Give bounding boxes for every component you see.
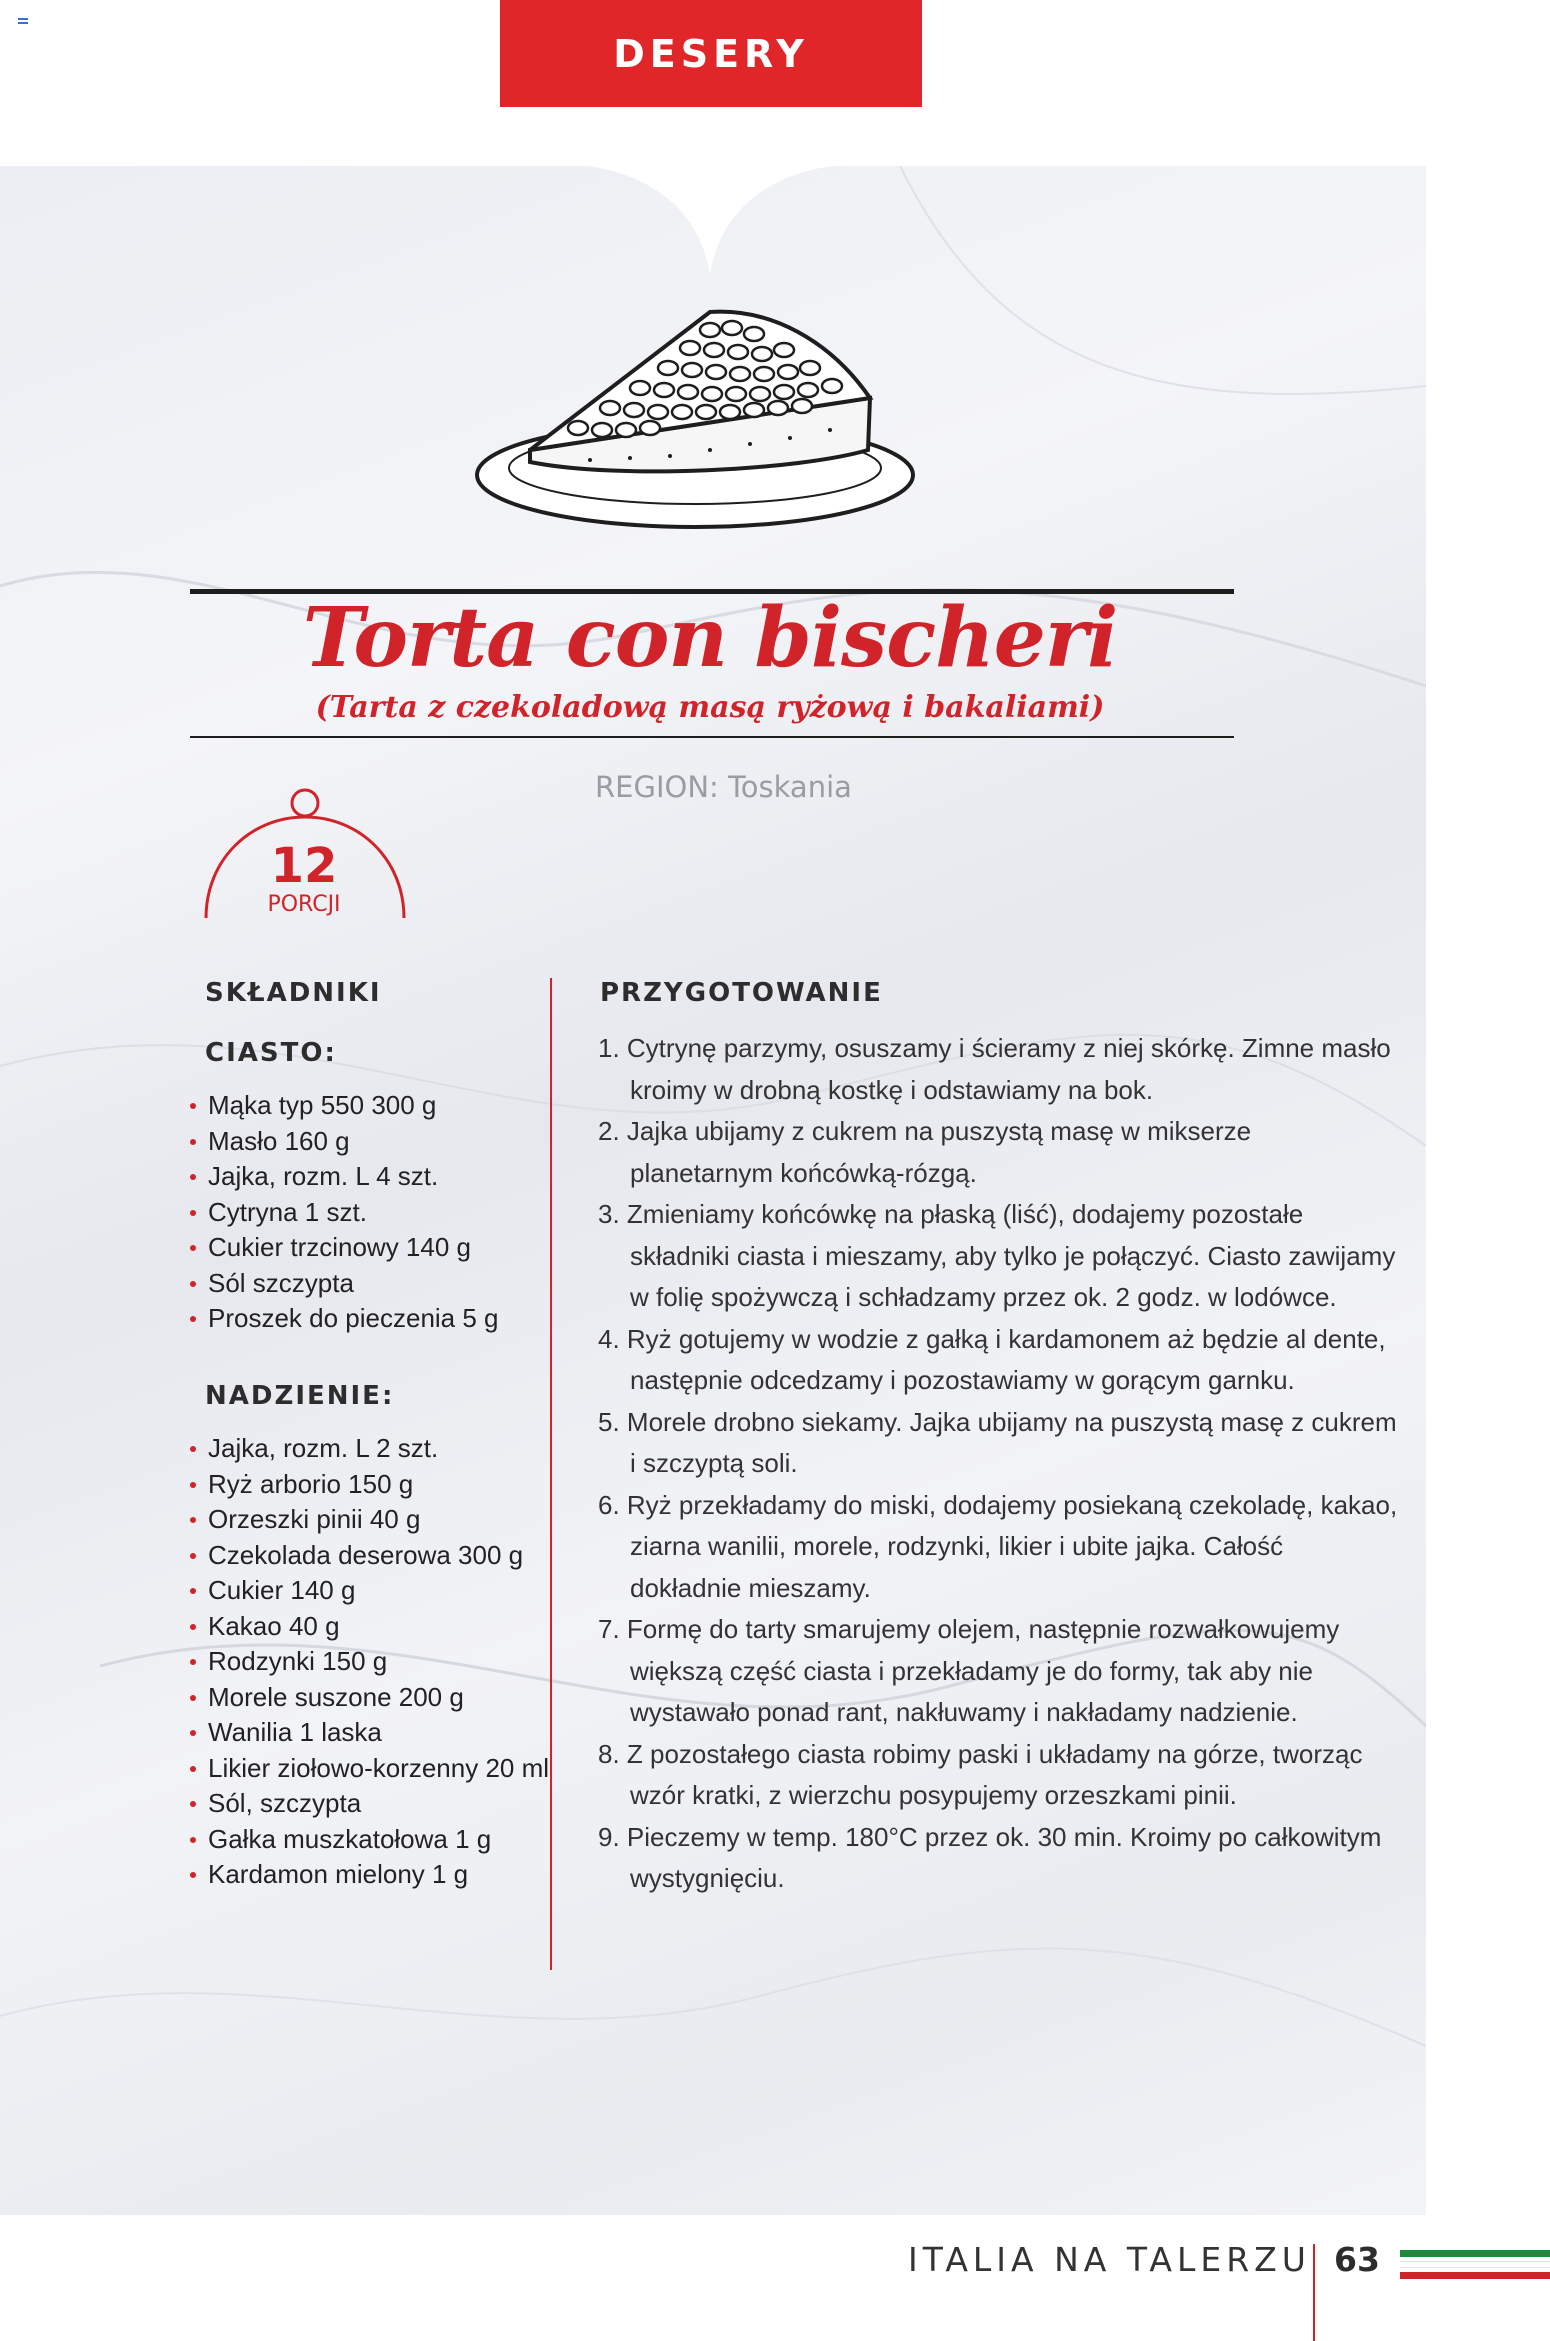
recipe-subtitle: (Tarta z czekoladową masą ryżową i bakaliami)	[315, 690, 1105, 725]
flag-white-stripe	[1400, 2261, 1550, 2268]
list-item: Wanilia 1 laska	[190, 1715, 550, 1751]
list-item: Orzeszki pinii 40 g	[190, 1502, 550, 1538]
dough-ingredients-list	[190, 1088, 550, 1337]
step-item: 7. Formę do tarty smarujemy olejem, następnie rozwałkowujemy większą część ciasta i przekładamy je do formy, tak aby nie wystawało ponad rant, nakłuwamy i nakładamy nadzienie.	[598, 1614, 1340, 1727]
tart-slice-illustration	[470, 300, 920, 540]
filling-ingredients-list	[190, 1431, 550, 1893]
ingredients-heading: SKŁADNIKI	[205, 978, 382, 1008]
list-item: Proszek do pieczenia 5 g	[190, 1301, 550, 1337]
preparation-steps	[598, 1028, 1398, 1900]
list-item: Masło 160 g	[190, 1124, 550, 1160]
step-item: 6. Ryż przekładamy do miski, dodajemy posiekaną czekoladę, kakao, ziarna wanilii, morele, rodzynki, likier i ubite jajka. Całość dokładnie mieszamy.	[598, 1489, 1398, 1603]
list-item: Cukier trzcinowy 140 g	[190, 1230, 550, 1266]
footer-divider	[1313, 2244, 1315, 2341]
list-item: Kardamon mielony 1 g	[190, 1857, 550, 1893]
list-item: Ryż arborio 150 g	[190, 1467, 550, 1503]
step-item: 8. Z pozostałego ciasta robimy paski i układamy na górze, tworząc wzór kratki, z wierzchu posypujemy orzeszkami pinii.	[598, 1738, 1363, 1810]
italian-flag-stripes	[1400, 2250, 1550, 2283]
step-item: 4. Ryż gotujemy w wodzie z gałką i kardamonem aż będzie al dente, następnie odcedzamy i pozostawiamy w gorącym garnku.	[598, 1323, 1386, 1395]
list-item: Kakao 40 g	[190, 1609, 550, 1645]
region-label: REGION: Toskania	[595, 770, 852, 804]
flag-red-stripe	[1400, 2272, 1550, 2279]
dough-heading: CIASTO:	[205, 1038, 337, 1068]
filling-heading: NADZIENIE:	[205, 1381, 395, 1411]
step-item: 5. Morele drobno siekamy. Jajka ubijamy na puszystą masę z cukrem i szczyptą soli.	[598, 1406, 1397, 1478]
list-item: Morele suszone 200 g	[190, 1680, 550, 1716]
servings-label: PORCJI	[267, 892, 341, 917]
book-title: ITALIA NA TALERZU	[908, 2240, 1311, 2279]
list-item: Jajka, rozm. L 2 szt.	[190, 1431, 550, 1467]
step-item: 2. Jajka ubijamy z cukrem na puszystą masę w mikserze planetarnym końcówką-rózgą.	[598, 1116, 1252, 1188]
recipe-title: Torta con bischeri	[302, 590, 1118, 686]
list-item: Mąka typ 550 300 g	[190, 1088, 550, 1124]
list-item: Jajka, rozm. L 4 szt.	[190, 1159, 550, 1195]
top-notch	[560, 164, 860, 284]
list-item: Czekolada deserowa 300 g	[190, 1538, 550, 1574]
column-divider	[550, 978, 552, 1970]
step-item: 1. Cytrynę parzymy, osuszamy i ścieramy z niej skórkę. Zimne masło kroimy w drobną kostkę i odstawiamy na bok.	[598, 1033, 1391, 1105]
list-item: Sól, szczypta	[190, 1786, 550, 1822]
preparation-heading: PRZYGOTOWANIE	[600, 978, 883, 1008]
step-item: 3. Zmieniamy końcówkę na płaską (liść), dodajemy pozostałe składniki ciasta i mieszamy, aby tylko je połączyć. Ciasto zawijamy w folię spożywczą i schładzamy przez ok. 2 godz. w lodówce.	[598, 1199, 1396, 1312]
list-item: Likier ziołowo-korzenny 20 ml	[190, 1751, 550, 1787]
step-item: 9. Pieczemy w temp. 180°C przez ok. 30 min. Kroimy po całkowitym wystygnięciu.	[598, 1821, 1382, 1893]
list-item: Cytryna 1 szt.	[190, 1195, 550, 1231]
title-rule-bottom	[190, 736, 1234, 738]
page-number: 63	[1334, 2240, 1380, 2279]
flag-green-stripe	[1400, 2250, 1550, 2257]
corner-menu-icon	[18, 18, 28, 26]
list-item: Gałka muszkatołowa 1 g	[190, 1822, 550, 1858]
list-item: Cukier 140 g	[190, 1573, 550, 1609]
list-item: Sól szczypta	[190, 1266, 550, 1302]
category-tab: DESERY	[500, 0, 922, 107]
servings-count: 12	[270, 838, 338, 894]
list-item: Rodzynki 150 g	[190, 1644, 550, 1680]
